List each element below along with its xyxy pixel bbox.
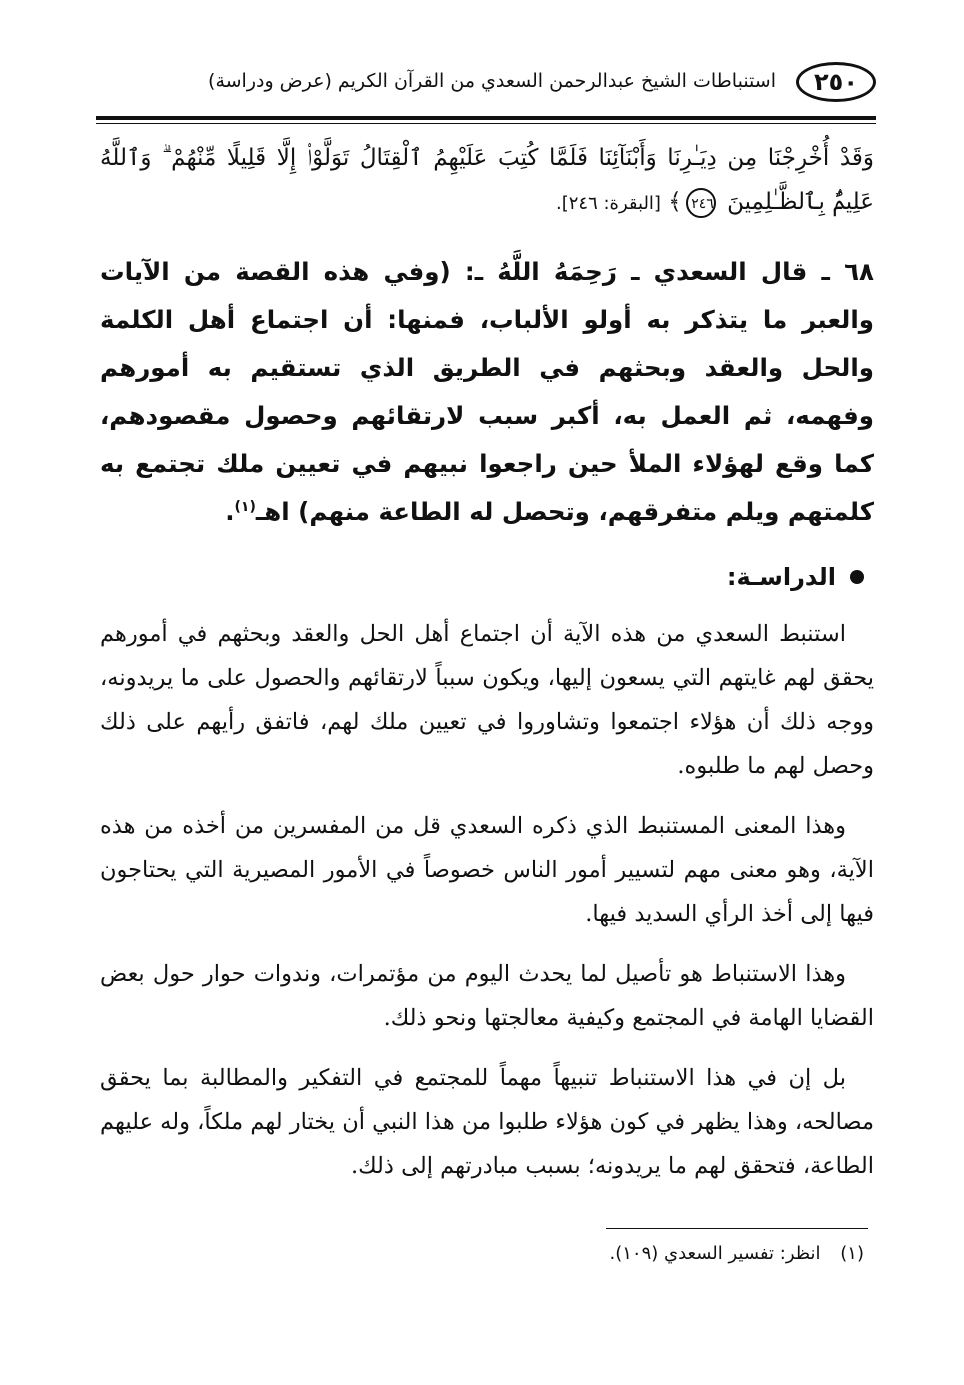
- quote-end: .: [225, 497, 235, 526]
- study-paragraph: وهذا الاستنباط هو تأصيل لما يحدث اليوم من مؤتمرات، وندوات حوار حول بعض القضايا الهامة في المجتمع وكيفية معالجتها ونحو ذلك.: [100, 961, 874, 1031]
- footnote: [610, 1240, 865, 1268]
- study-paragraph: وهذا المعنى المستنبط الذي ذكره السعدي قل من المفسرين من أخذه من هذه الآية، وهو معنى مهم لتسيير أمور الناس خصوصاً في الأمور المصيرية التي يحتاجون فيها إلى أخذ الرأي السديد فيها.: [100, 813, 874, 927]
- footnote-marker[interactable]: (١): [234, 498, 256, 515]
- verse-text: وَقَدْ أُخْرِجْنَا مِن دِيَـٰرِنَا وَأَبْنَآئِنَا فَلَمَّا كُتِبَ عَلَيْهِمُ ٱلْقِتَالُ تَوَلَّوْا۟ إِلَّا قَلِيلًا مِّنْهُمْ ۗ وَٱللَّهُ عَلِيمٌۢ بِٱلظَّـٰلِمِينَ: [100, 145, 874, 215]
- study-body: [100, 612, 874, 1204]
- quote-text: ٦٨ ـ قال السعدي ـ رَحِمَهُ اللَّهُ ـ: (وفي هذه القصة من الآيات والعبر ما يتذكر به أولو الألباب، فمنها: أن اجتماع أهل الكلمة والحل والعقد وبحثهم في الطريق الذي تستقيم به أمورهم وفهمه، ثم العمل به، أكبر سبب لارتقائهم وحصول مقصودهم، كما وقع لهؤلاء الملأ حين راجعوا نبيهم في تعيين ملك تجتمع به كلمتهم ويلم متفرقهم، وتحصل له الطاعة منهم) اهـ: [100, 257, 874, 526]
- quran-verse: [100, 136, 874, 226]
- footnote-number: (١): [840, 1243, 864, 1264]
- study-paragraph: بل إن في هذا الاستنباط تنبيهاً مهماً للمجتمع في التفكير والمطالبة بما يحقق مصالحه، وهذا يظهر في كون هؤلاء طلبوا من هذا النبي أن يختار لهم ملكاً، وله عليهم الطاعة، فتحقق لهم ما يريدونه؛ بسبب مبادرتهم إلى ذلك.: [100, 1065, 874, 1179]
- page-number: ٢٥٠: [796, 62, 876, 102]
- verse-reference: [البقرة: ٢٤٦].: [556, 193, 661, 214]
- footnote-text: انظر: تفسير السعدي (١٠٩).: [609, 1243, 821, 1264]
- header-rule-thick: [96, 116, 876, 120]
- ayah-number-marker: ٢٤٦: [686, 188, 716, 218]
- verse-close-bracket: ﴾: [668, 189, 682, 215]
- saadi-quote: [100, 248, 874, 536]
- running-title: استنباطات الشيخ عبدالرحمن السعدي من القرآن الكريم (عرض ودراسة): [208, 70, 776, 92]
- study-paragraph: استنبط السعدي من هذه الآية أن اجتماع أهل الحل والعقد وبحثهم في أمورهم يحقق لهم غايتهم التي يسعون إليها، ويكون سبباً لارتقائهم والحصول على ما يريدونه، ووجه ذلك أن هؤلاء اجتمعوا وتشاوروا في تعيين ملك لهم، فاتفق رأيهم على ذلك وحصل لهم ما طلبوه.: [100, 621, 874, 779]
- section-heading-text: الدراسـة:: [726, 563, 836, 591]
- section-heading: [727, 562, 864, 592]
- page-header: [96, 62, 876, 112]
- footnote-rule: [606, 1228, 868, 1229]
- bullet-icon: [850, 570, 864, 584]
- header-rule-thin: [96, 123, 876, 124]
